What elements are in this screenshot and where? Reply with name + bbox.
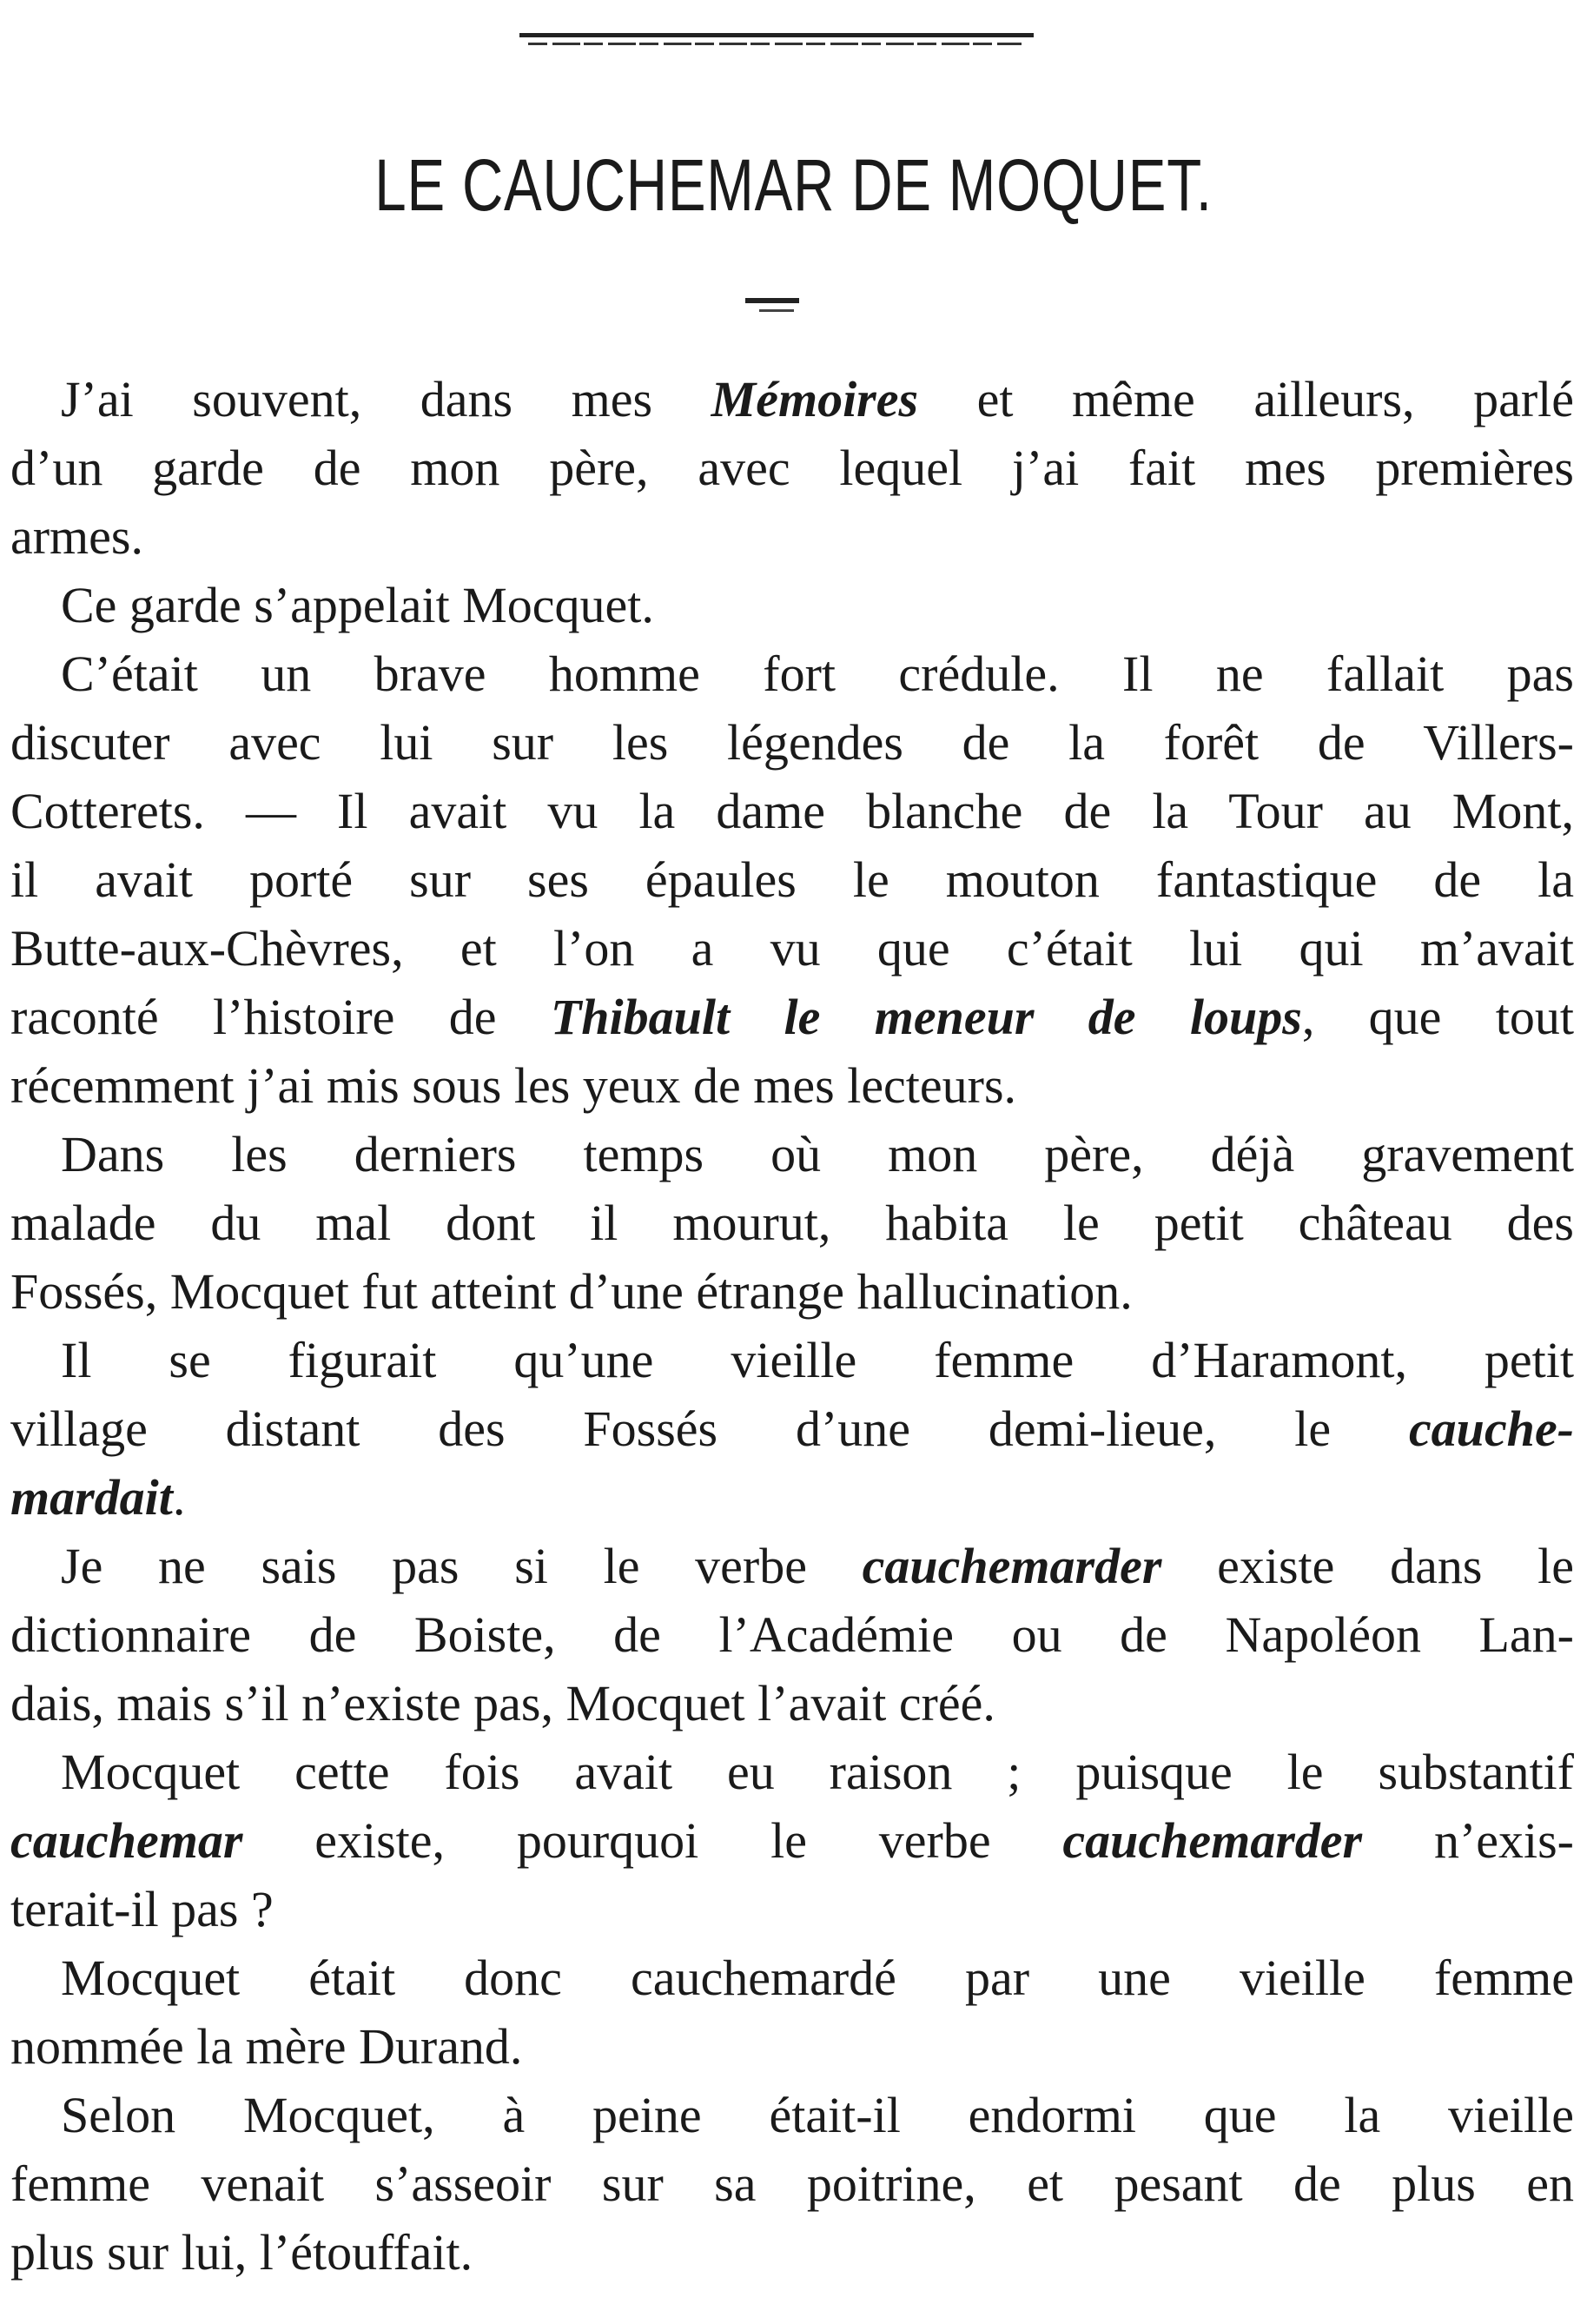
text-segment: récemment j’ai mis sous les yeux de mes lecteurs. xyxy=(10,1057,1017,1114)
text-line xyxy=(10,434,1574,502)
top-decorative-rule xyxy=(519,33,1034,49)
text-segment: armes. xyxy=(10,508,143,565)
text-line xyxy=(10,1943,1574,2012)
text-line xyxy=(10,1188,1574,1257)
text-segment: malade du mal dont il mourut, habita le petit château des xyxy=(10,1195,1574,1251)
paragraph xyxy=(10,1738,1574,1943)
text-line xyxy=(10,1600,1574,1669)
title-separator-small xyxy=(759,309,794,312)
text-line xyxy=(10,571,1574,639)
text-line xyxy=(10,983,1574,1051)
rule-line-broken xyxy=(528,43,1022,45)
paragraph xyxy=(10,1120,1574,1326)
italic-text: cauchemarder xyxy=(1062,1812,1363,1869)
italic-text: mardait xyxy=(10,1469,173,1526)
text-segment: existe, pourquoi le verbe xyxy=(242,1812,1063,1869)
text-line xyxy=(10,1738,1574,1806)
text-line xyxy=(10,1394,1574,1463)
title-separator xyxy=(745,298,799,303)
text-segment: Dans les derniers temps où mon père, déjà gravement xyxy=(61,1126,1574,1182)
text-line xyxy=(10,365,1574,434)
text-segment: J’ai souvent, dans mes xyxy=(61,371,711,427)
paragraph xyxy=(10,639,1574,1120)
italic-text: cauche- xyxy=(1408,1400,1574,1457)
text-segment: n’exis- xyxy=(1362,1812,1574,1869)
text-line xyxy=(10,1326,1574,1394)
text-segment: Cotterets. — Il avait vu la dame blanche de la Tour au Mont, xyxy=(10,783,1574,839)
text-segment: et même ailleurs, parlé xyxy=(918,371,1574,427)
text-segment: Il se figurait qu’une vieille femme d’Haramont, petit xyxy=(61,1332,1574,1388)
text-segment: femme venait s’asseoir sur sa poitrine, et pesant de plus en xyxy=(10,2155,1574,2212)
text-line xyxy=(10,708,1574,777)
text-segment: terait-il pas ? xyxy=(10,1881,274,1937)
text-line xyxy=(10,1051,1574,1120)
text-line xyxy=(10,1120,1574,1188)
text-segment: existe dans le xyxy=(1161,1538,1574,1594)
text-segment: C’était un brave homme fort crédule. Il ne fallait pas xyxy=(61,646,1574,702)
text-segment: , que tout xyxy=(1301,989,1574,1045)
text-segment: nommée la mère Durand. xyxy=(10,2018,523,2075)
text-line xyxy=(10,1257,1574,1326)
text-segment: il avait porté sur ses épaules le mouton fantastique de la xyxy=(10,851,1574,908)
text-line xyxy=(10,502,1574,571)
text-line xyxy=(10,845,1574,914)
text-line xyxy=(10,2012,1574,2081)
text-line xyxy=(10,1875,1574,1943)
text-line xyxy=(10,1806,1574,1875)
text-segment: Ce garde s’appelait Mocquet. xyxy=(61,577,654,633)
italic-text: Mémoires xyxy=(711,371,919,427)
text-segment: Mocquet cette fois avait eu raison ; puisque le substantif xyxy=(61,1744,1574,1800)
article-body xyxy=(10,365,1574,2287)
text-segment: plus sur lui, l’étouffait. xyxy=(10,2224,473,2281)
paragraph xyxy=(10,1532,1574,1738)
text-line xyxy=(10,2081,1574,2149)
italic-text: cauchemar xyxy=(10,1812,243,1869)
text-segment: Fossés, Mocquet fut atteint d’une étrange hallucination. xyxy=(10,1263,1133,1320)
article-title: LE CAUCHEMAR DE MOQUET. xyxy=(374,144,1213,226)
paragraph xyxy=(10,365,1574,571)
text-segment: Butte-aux-Chèvres, et l’on a vu que c’était lui qui m’avait xyxy=(10,920,1574,977)
text-segment: dais, mais s’il n’existe pas, Mocquet l’avait créé. xyxy=(10,1675,995,1731)
paragraph xyxy=(10,1326,1574,1532)
text-segment: Selon Mocquet, à peine était-il endormi que la vieille xyxy=(61,2087,1574,2143)
rule-line xyxy=(519,33,1034,37)
paragraph xyxy=(10,1943,1574,2081)
paragraph xyxy=(10,571,1574,639)
text-line xyxy=(10,777,1574,845)
text-line xyxy=(10,1532,1574,1600)
text-segment: Je ne sais pas si le verbe xyxy=(61,1538,863,1594)
text-segment: village distant des Fossés d’une demi-lieue, le xyxy=(10,1400,1409,1457)
text-segment: Mocquet était donc cauchemardé par une vieille femme xyxy=(61,1950,1574,2006)
text-line xyxy=(10,914,1574,983)
text-segment: dictionnaire de Boiste, de l’Académie ou de Napoléon Lan- xyxy=(10,1606,1574,1663)
text-segment: discuter avec lui sur les légendes de la forêt de Villers- xyxy=(10,714,1574,771)
text-line xyxy=(10,1669,1574,1738)
text-line xyxy=(10,2218,1574,2287)
text-segment: d’un garde de mon père, avec lequel j’ai fait mes premières xyxy=(10,440,1574,496)
text-line xyxy=(10,639,1574,708)
paragraph xyxy=(10,2081,1574,2287)
italic-text: cauchemarder xyxy=(862,1538,1162,1594)
italic-text: Thibault le meneur de loups xyxy=(550,989,1302,1045)
text-segment: raconté l’histoire de xyxy=(10,989,551,1045)
text-line xyxy=(10,1463,1574,1532)
text-segment: . xyxy=(172,1469,186,1526)
text-line xyxy=(10,2149,1574,2218)
